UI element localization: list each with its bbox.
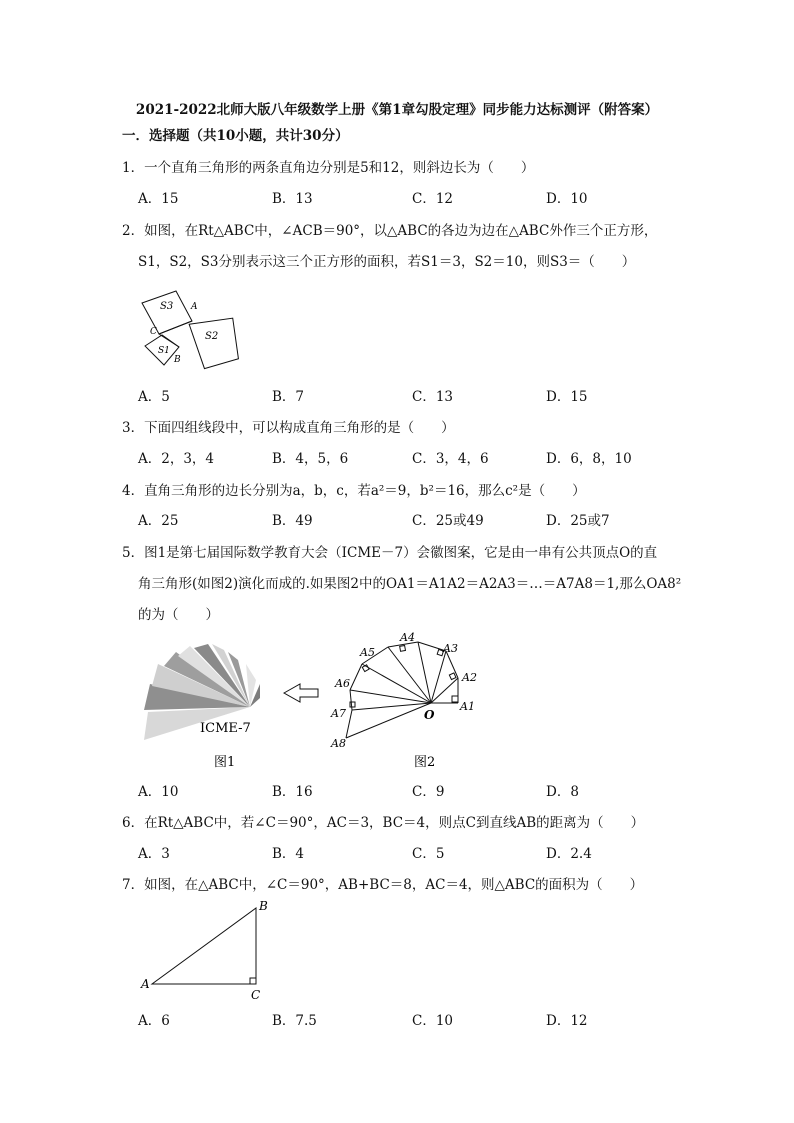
- label-a3: A3: [443, 642, 458, 655]
- q6-option-b[interactable]: B．4: [272, 846, 305, 862]
- q6-option-a[interactable]: A．3: [138, 846, 170, 862]
- q5-figures: [138, 632, 478, 774]
- q2-option-d[interactable]: D．15: [546, 389, 588, 405]
- label-a4: A4: [400, 632, 415, 644]
- question-1-line-1: 1．一个直角三角形的两条直角边分别是5和12，则斜边长为（ ）: [122, 160, 535, 176]
- q3-option-c[interactable]: C．3，4，6: [412, 451, 489, 467]
- q3-option-b[interactable]: B．4，5，6: [272, 451, 349, 467]
- fig2-caption: 图2: [414, 755, 436, 770]
- section-heading: 一．选择题（共10小题，共计30分）: [122, 128, 349, 144]
- q6-option-c[interactable]: C．5: [412, 846, 445, 862]
- q7-option-c[interactable]: C．10: [412, 1013, 454, 1029]
- label-a6: A6: [335, 677, 350, 690]
- q1-option-b[interactable]: B．13: [272, 191, 313, 207]
- q2-option-a[interactable]: A．5: [138, 389, 170, 405]
- q7-option-d[interactable]: D．12: [546, 1013, 588, 1029]
- icme-label: ICME-7: [200, 721, 251, 736]
- fig1-caption: 图1: [214, 755, 236, 770]
- label-a: A: [191, 302, 198, 312]
- q3-option-a[interactable]: A．2，3，4: [138, 451, 215, 467]
- question-5-line-1: 5．图1是第七届国际数学教育大会（ICME－7）会徽图案，它是由一串有公共顶点O的直: [122, 545, 658, 561]
- question-5-line-2: 角三角形(如图2)演化而成的.如果图2中的OA1＝A1A2＝A2A3＝…＝A7A8＝1,那么OA8²: [138, 576, 682, 592]
- q3-option-d[interactable]: D．6，8，10: [546, 451, 632, 467]
- q5-option-c[interactable]: C．9: [412, 784, 445, 800]
- question-5-line-3: 的为（ ）: [138, 607, 219, 623]
- label-a: A: [141, 977, 150, 991]
- q7-option-a[interactable]: A．6: [138, 1013, 170, 1029]
- label-a5: A5: [360, 646, 375, 659]
- left-arrow-icon: [284, 684, 318, 702]
- q6-option-d[interactable]: D．2.4: [546, 846, 592, 862]
- q1-option-d[interactable]: D．10: [546, 191, 588, 207]
- q2-option-b[interactable]: B．7: [272, 389, 305, 405]
- label-a2: A2: [462, 671, 477, 684]
- q1-option-a[interactable]: A．15: [138, 191, 179, 207]
- label-s2: S2: [205, 331, 219, 342]
- label-c: C: [150, 327, 157, 337]
- question-2-line-1: 2．如图，在Rt△ABC中，∠ACB＝90°，以△ABC的各边为边在△ABC外作三个正方形，: [122, 223, 658, 239]
- page-title: 2021-2022北师大版八年级数学上册《第1章勾股定理》同步能力达标测评（附答案）: [135, 102, 659, 118]
- q7-triangle-figure: [138, 896, 278, 1004]
- question-7-line-1: 7．如图，在△ABC中，∠C＝90°，AB+BC＝8，AC＝4，则△ABC的面积为（ ）: [122, 877, 644, 893]
- label-b: B: [174, 355, 181, 365]
- question-6-line-1: 6．在Rt△ABC中，若∠C＝90°，AC＝3，BC＝4，则点C到直线AB的距离为（ ）: [122, 815, 645, 831]
- triangle-abc: [152, 908, 256, 984]
- question-2-line-2: S1，S2，S3分别表示这三个正方形的面积，若S1＝3，S2＝10，则S3＝（ ）: [138, 254, 636, 270]
- label-c: C: [251, 988, 261, 1002]
- label-o: O: [424, 708, 435, 722]
- label-s1: S1: [158, 346, 170, 356]
- q1-option-c[interactable]: C．12: [412, 191, 454, 207]
- q5-option-d[interactable]: D．8: [546, 784, 579, 800]
- q4-option-d[interactable]: D．25或7: [546, 513, 610, 529]
- q2-squares-figure: [136, 285, 246, 370]
- label-a8: A8: [331, 737, 346, 750]
- label-a1: A1: [460, 700, 475, 713]
- question-3-line-1: 3．下面四组线段中，可以构成直角三角形的是（ ）: [122, 420, 455, 436]
- label-s3: S3: [160, 301, 174, 312]
- question-4-line-1: 4．直角三角形的边长分别为a，b，c，若a²＝9，b²＝16，那么c²是（ ）: [122, 483, 586, 499]
- square-s2: [189, 318, 239, 370]
- q2-option-c[interactable]: C．13: [412, 389, 454, 405]
- q4-option-c[interactable]: C．25或49: [412, 513, 484, 529]
- label-b: B: [259, 899, 268, 913]
- q7-option-b[interactable]: B．7.5: [272, 1013, 317, 1029]
- q4-option-b[interactable]: B．49: [272, 513, 313, 529]
- q5-option-b[interactable]: B．16: [272, 784, 313, 800]
- label-a7: A7: [331, 707, 346, 720]
- q4-option-a[interactable]: A．25: [138, 513, 179, 529]
- q5-option-a[interactable]: A．10: [138, 784, 179, 800]
